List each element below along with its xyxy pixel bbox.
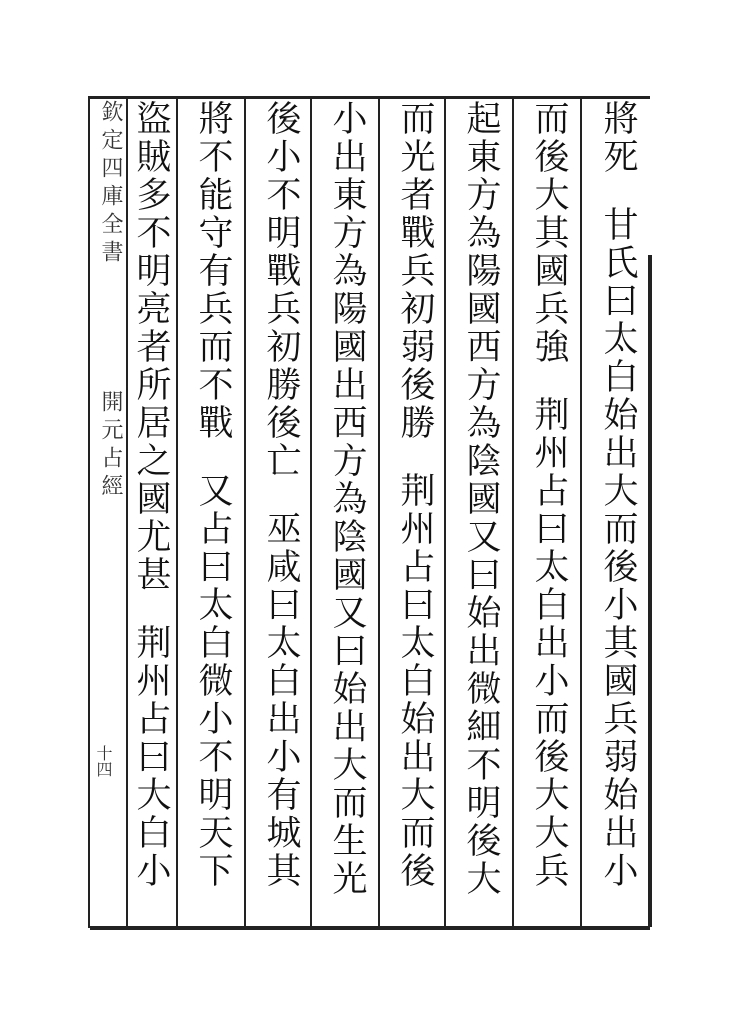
column-divider — [580, 96, 582, 928]
section-title: 開元占經 — [98, 390, 123, 502]
column-divider — [244, 96, 246, 928]
column-divider — [444, 96, 446, 928]
page-number: 十四 — [94, 745, 113, 777]
column-divider — [378, 96, 380, 928]
frame-right-rule — [648, 255, 652, 927]
text-column-2: 而後大其國兵強荆州占曰太白出小而後大大兵 — [529, 100, 569, 890]
text-column-1: 將死甘氏曰太白始出大而後小其國兵弱始出小 — [598, 100, 638, 890]
margin-title — [90, 100, 126, 930]
column-divider — [176, 96, 178, 928]
text-column-8: 盜賊多不明亮者所居之國尤甚荆州占曰大白小 — [131, 100, 171, 890]
column-divider — [310, 96, 312, 928]
text-column-4: 而光者戰兵初弱後勝荆州占曰太白始出大而後 — [395, 100, 435, 890]
frame-bottom-rule — [90, 926, 650, 930]
frame-top-rule — [90, 96, 650, 99]
column-divider — [512, 96, 514, 928]
text-column-6: 後小不明戰兵初勝後亡巫咸曰太白出小有城其 — [261, 100, 301, 890]
text-column-5: 小出東方為陽國出西方為陰國又曰始出大而生光 — [327, 100, 367, 898]
text-column-3: 起東方為陽國西方為陰國又曰始出微細不明後大 — [461, 100, 501, 898]
text-column-7: 將不能守有兵而不戰又占曰太白微小不明天下 — [193, 100, 233, 890]
book-title: 欽定四庫全書 — [98, 100, 123, 268]
